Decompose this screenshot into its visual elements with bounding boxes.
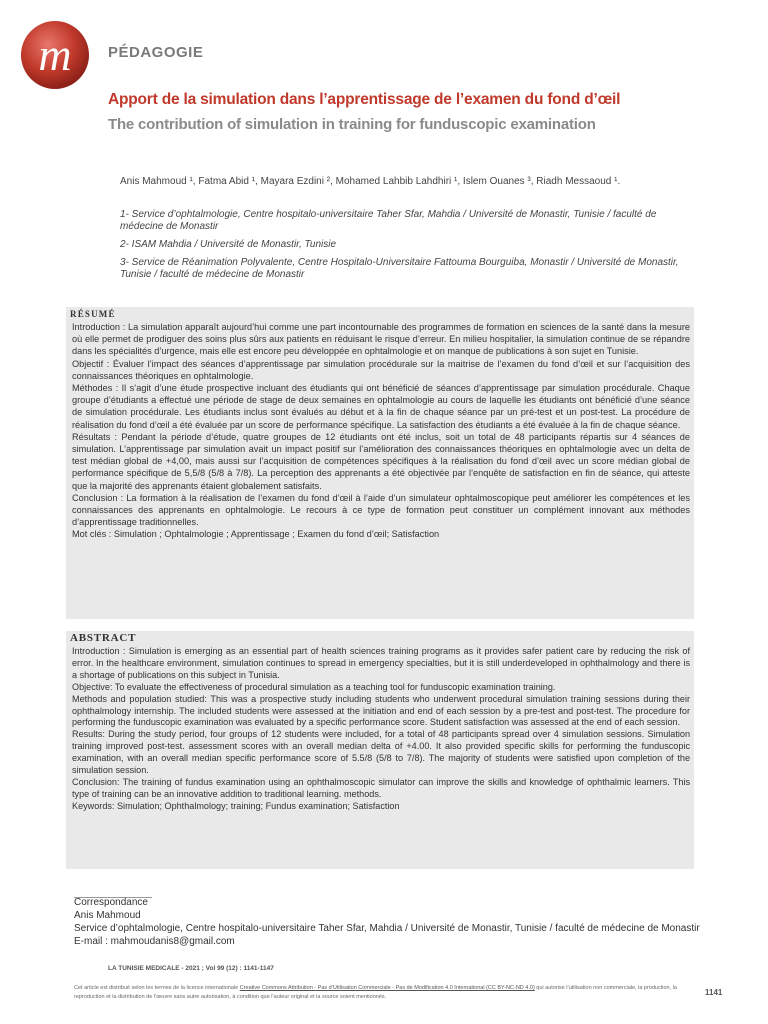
license-link[interactable]: Creative Commons Attribution - Pas d’Utilisation Commerciale - Pas de Modification 4.0 International (CC BY-NC-ND 4.0) <box>239 985 535 991</box>
abstract-conclusion: Conclusion: The training of fundus examination using an ophthalmoscopic simulator can improve the skills and knowledge of ophthalmic learners. This type of training can be an innovative addition to traditional learning. methods. <box>72 776 690 799</box>
abstract-box <box>66 631 694 869</box>
abstract-heading: ABSTRACT <box>70 632 137 644</box>
correspondence-block <box>74 896 700 948</box>
logo-letter: m <box>38 29 72 80</box>
correspondence-name: Anis Mahmoud <box>74 910 141 921</box>
license-text-pre: Cet article est distribué selon les termes de la licence internationale <box>74 985 240 991</box>
section-label: PÉDAGOGIE <box>108 44 204 61</box>
article-title-english: The contribution of simulation in training for funduscopic examination <box>108 116 596 133</box>
resume-heading: RÉSUMÉ <box>70 309 116 319</box>
license-notice <box>74 984 694 1002</box>
abstract-introduction: Introduction : Simulation is emerging as an essential part of health sciences training programs as it provides safer patient care by reducing the risk of error. In the healthcare environment, simulation continues to spread in emergency specialties, but it is still underdeveloped in ophthalmology and there is a shortage of publications on this subject in Tunisia. <box>72 646 690 680</box>
correspondence-label: Correspondance <box>74 897 148 908</box>
resume-resultats: Résultats : Pendant la période d’étude, quatre groupes de 12 étudiants ont été inclus, soit un total de 48 participants répartis sur 4 séances de simulation. L’apprentissage par simulation avait un impact positif sur l’amélioration des connaissances théoriques en ophtalmologie avec un delta de test médian global de +4,00, mais aussi sur l’acquisition de compétences spécifiques à la réalisation du fond d’œil avec un score médian global de performance spécifique de 5,5/8 (5/8 à 7/8). La perception des apprenants a été objectivée par l’enquête de satisfaction en fin de séance, qui atteste que la majorité des apprenants étaient globalement satisfaits. <box>72 431 690 491</box>
affiliation-1: 1- Service d’ophtalmologie, Centre hospitalo-universitaire Taher Sfar, Mahdia / Université de Monastir, Tunisie / faculté de médecine de Monastir <box>120 209 657 232</box>
resume-methodes: Méthodes : Il s’agit d’une étude prospective incluant des étudiants qui ont bénéficié de séances d’apprentissage par simulation procédurale. Chaque groupe d’étudiants a effectué une période de stage de deux semaines en ophtalmologie au cours de laquelle les étudiants ont bénéficié d’une séance de simulation procédurale. Les étudiants inclus sont évalués au début et à la fin de chaque séance par un pré-test et un post-test. La procédure de réalisation du fond d’œil a été évaluée par un score de performance spécifique. La satisfaction des étudiants a été évaluée à la fin de chaque séance. <box>72 383 690 430</box>
correspondence-email[interactable]: E-mail : mahmoudanis8@gmail.com <box>74 936 235 947</box>
resume-objectif: Objectif : Évaluer l’impact des séances d’apprentissage par simulation procédurale sur la maitrise de l’examen du fond d’œil et sur l’acquisition des connaissances théoriques en ophtalmologie. <box>72 358 690 381</box>
affiliation-2: 2- ISAM Mahdia / Université de Monastir, Tunisie <box>120 239 337 250</box>
abstract-methods: Methods and population studied: This was a prospective study including students who underwent procedural simulation training sessions during their ophthalmology internship. The included students were assessed at the initiation and end of each session by a pre-test and post-test. The procedure for performing the funduscopic examination was evaluated by a specific performance score. Student satisfaction was assessed at the end of each session. <box>72 693 690 728</box>
affiliation-3: 3- Service de Réanimation Polyvalente, Centre Hospitalo-Universitaire Fattouma Bourguiba, Monastir / Université de Monastir, Tunisie / faculté de médecine de Monastir <box>120 257 679 280</box>
resume-introduction: Introduction : La simulation apparaît aujourd’hui comme une part incontournable des programmes de formation en sciences de la santé dans la mesure où elle permet de prodiguer des soins plus sûrs aux patients en réduisant le risque d’erreur. En milieu hospitalier, la simulation continue de se répandre dans les spécialités d’urgence, mais elle est encore peu développée en ophtalmologie et on manque de publications à son sujet en Tunisie. <box>72 322 690 357</box>
resume-box <box>66 307 694 619</box>
license-text-post: qui autorise l’utilisation non commerciale, la production, la reproduction et la distribution de l’œuvre sans autre autorisation, à condition que l’auteur original et la source soient mentionnés. <box>74 985 677 1000</box>
article-title-french: Apport de la simulation dans l’apprentissage de l’examen du fond d’œil <box>108 91 621 108</box>
journal-logo <box>20 20 90 90</box>
journal-citation: LA TUNISIE MEDICALE - 2021 ; Vol 99 (12) : 1141-1147 <box>108 965 274 972</box>
resume-mots-cles: Mot clés : Simulation ; Ophtalmologie ; Apprentissage ; Examen du fond d’œil; Satisfaction <box>72 529 440 540</box>
abstract-objective: Objective: To evaluate the effectiveness of procedural simulation as a teaching tool for funduscopic examination training. <box>72 681 556 692</box>
abstract-keywords: Keywords: Simulation; Ophthalmology; training; Fundus examination; Satisfaction <box>72 800 400 811</box>
affiliations <box>120 209 700 287</box>
page-number: 1141 <box>705 988 723 997</box>
author-list: Anis Mahmoud ¹, Fatma Abid ¹, Mayara Ezdini ², Mohamed Lahbib Lahdhiri ¹, Islem Ouanes ³, Riadh Messaoud ¹. <box>120 176 621 187</box>
abstract-results: Results: During the study period, four groups of 12 students were included, for a total of 48 participants spread over 4 simulation sessions. Simulation training improved post-test. assessment scores with an overall median delta of +4.00. It also provided specific skills for performing the funduscopic examination, with an overall median specific performance score of 5.5/8 (5/8 to 7/8). The majority of students were satisfied upon completion of the simulation session. <box>72 729 690 776</box>
resume-conclusion: Conclusion : La formation à la réalisation de l’examen du fond d’œil à l’aide d’un simulateur ophtalmoscopique peut améliorer les compétences et les connaissances des apprenants en ophtalmologie. Le recours à ce type de formation peut constituer un complément innovant aux méthodes d’apprentissage traditionnelles. <box>72 492 690 528</box>
correspondence-address: Service d’ophtalmologie, Centre hospitalo-universitaire Taher Sfar, Mahdia / Université de Monastir, Tunisie / faculté de médecine de Monastir <box>74 923 700 934</box>
